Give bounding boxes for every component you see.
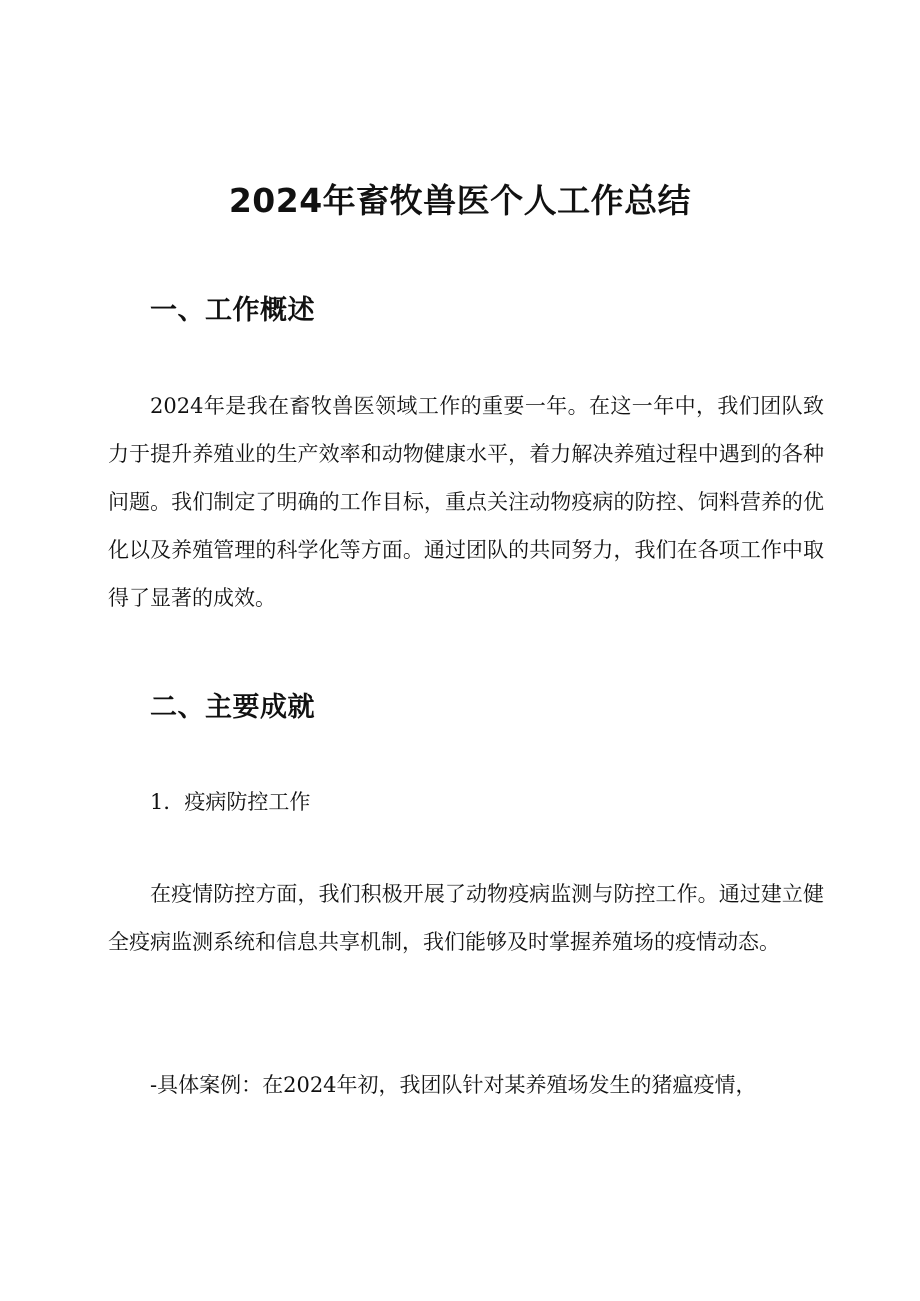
case-example-paragraph: -具体案例：在2024年初，我团队针对某养殖场发生的猪瘟疫情， [150, 1073, 757, 1097]
subsection-heading-disease-control: 1．疫病防控工作 [150, 790, 311, 814]
overview-paragraph: 2024年是我在畜牧兽医领域工作的重要一年。在这一年中，我们团队致力于提升养殖业的生产效率和动物健康水平，着力解决养殖过程中遇到的各种问题。我们制定了明确的工作目标，重点关注动物疫病的防控、饲料营养的优化以及养殖管理的科学化等方面。通过团队的共同努力，我们在各项工作中取得了显著的成效。 [108, 394, 824, 610]
disease-control-paragraph: 在疫情防控方面，我们积极开展了动物疫病监测与防控工作。通过建立健全疫病监测系统和信息共享机制，我们能够及时掌握养殖场的疫情动态。 [108, 882, 824, 954]
section-heading-overview: 一、工作概述 [150, 295, 315, 326]
section-heading-achievements: 二、主要成就 [150, 692, 315, 723]
document-title: 2024年畜牧兽医个人工作总结 [228, 181, 692, 220]
